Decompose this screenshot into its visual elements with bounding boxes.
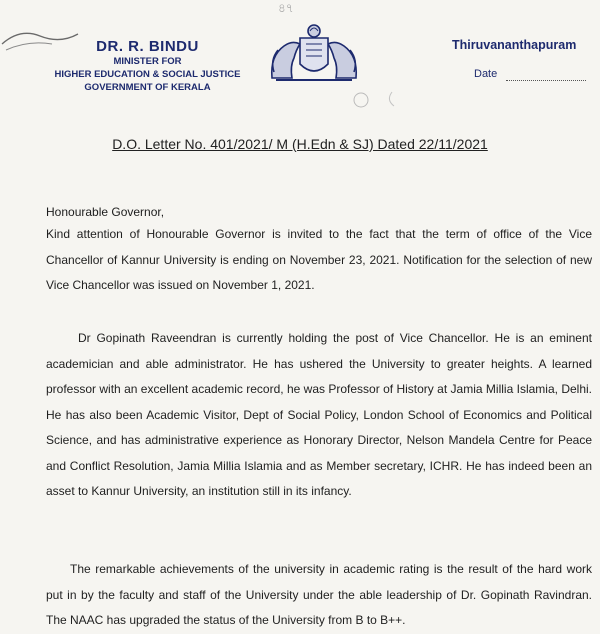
body-paragraph-1: Kind attention of Honourable Governor is invited to the fact that the term of office of the Vice Chancellor of Kannur University is ending on November 23, 2021. Notification for the selection of new Vice Chancellor was issued on November 1, 2021. xyxy=(46,227,592,292)
letterhead-place: Thiruvananthapuram xyxy=(452,38,577,52)
date-blank-line xyxy=(506,80,586,81)
body-paragraph-3: The remarkable achievements of the university in academic rating is the result of the hard work put in by the faculty and staff of the University under the able leadership of Dr. Gopinath Ravindran. The NAAC has upgraded the status of the University from B to B++. xyxy=(46,562,592,627)
sender-name: DR. R. BINDU xyxy=(96,38,199,55)
letter-reference: D.O. Letter No. 401/2021/ M (H.Edn & SJ) Dated 22/11/2021 xyxy=(112,136,488,152)
body-paragraph-2: Dr Gopinath Raveendran is currently holding the post of Vice Chancellor. He is an eminent academician and able administrator. He has ushered the University to greater heights. A learned professor with an excellent academic record, he was Professor of History at Jamia Millia Islamia, Delhi. He has also been Academic Visitor, Dept of Social Policy, London School of Economics and Political Science, and has administrative experience as Honorary Director, Nelson Mandela Centre for Peace and Conflict Resolution, Jamia Millia Islamia and as Member secretary, ICHR. He has indeed been an asset to Kannur University, an institution still in its infancy. xyxy=(46,331,592,498)
sender-title-2: HIGHER EDUCATION & SOCIAL JUSTICE xyxy=(54,69,241,80)
date-label: Date xyxy=(474,68,498,80)
sender-block xyxy=(30,38,265,94)
kerala-state-emblem-icon xyxy=(266,20,362,86)
handwritten-mark: ৪৭ xyxy=(278,1,294,15)
sender-title-1: MINISTER FOR xyxy=(113,56,182,67)
sender-title-3: GOVERNMENT OF KERALA xyxy=(84,82,211,93)
faint-stamp-icon xyxy=(352,88,408,110)
salutation: Honourable Governor, xyxy=(46,205,165,219)
